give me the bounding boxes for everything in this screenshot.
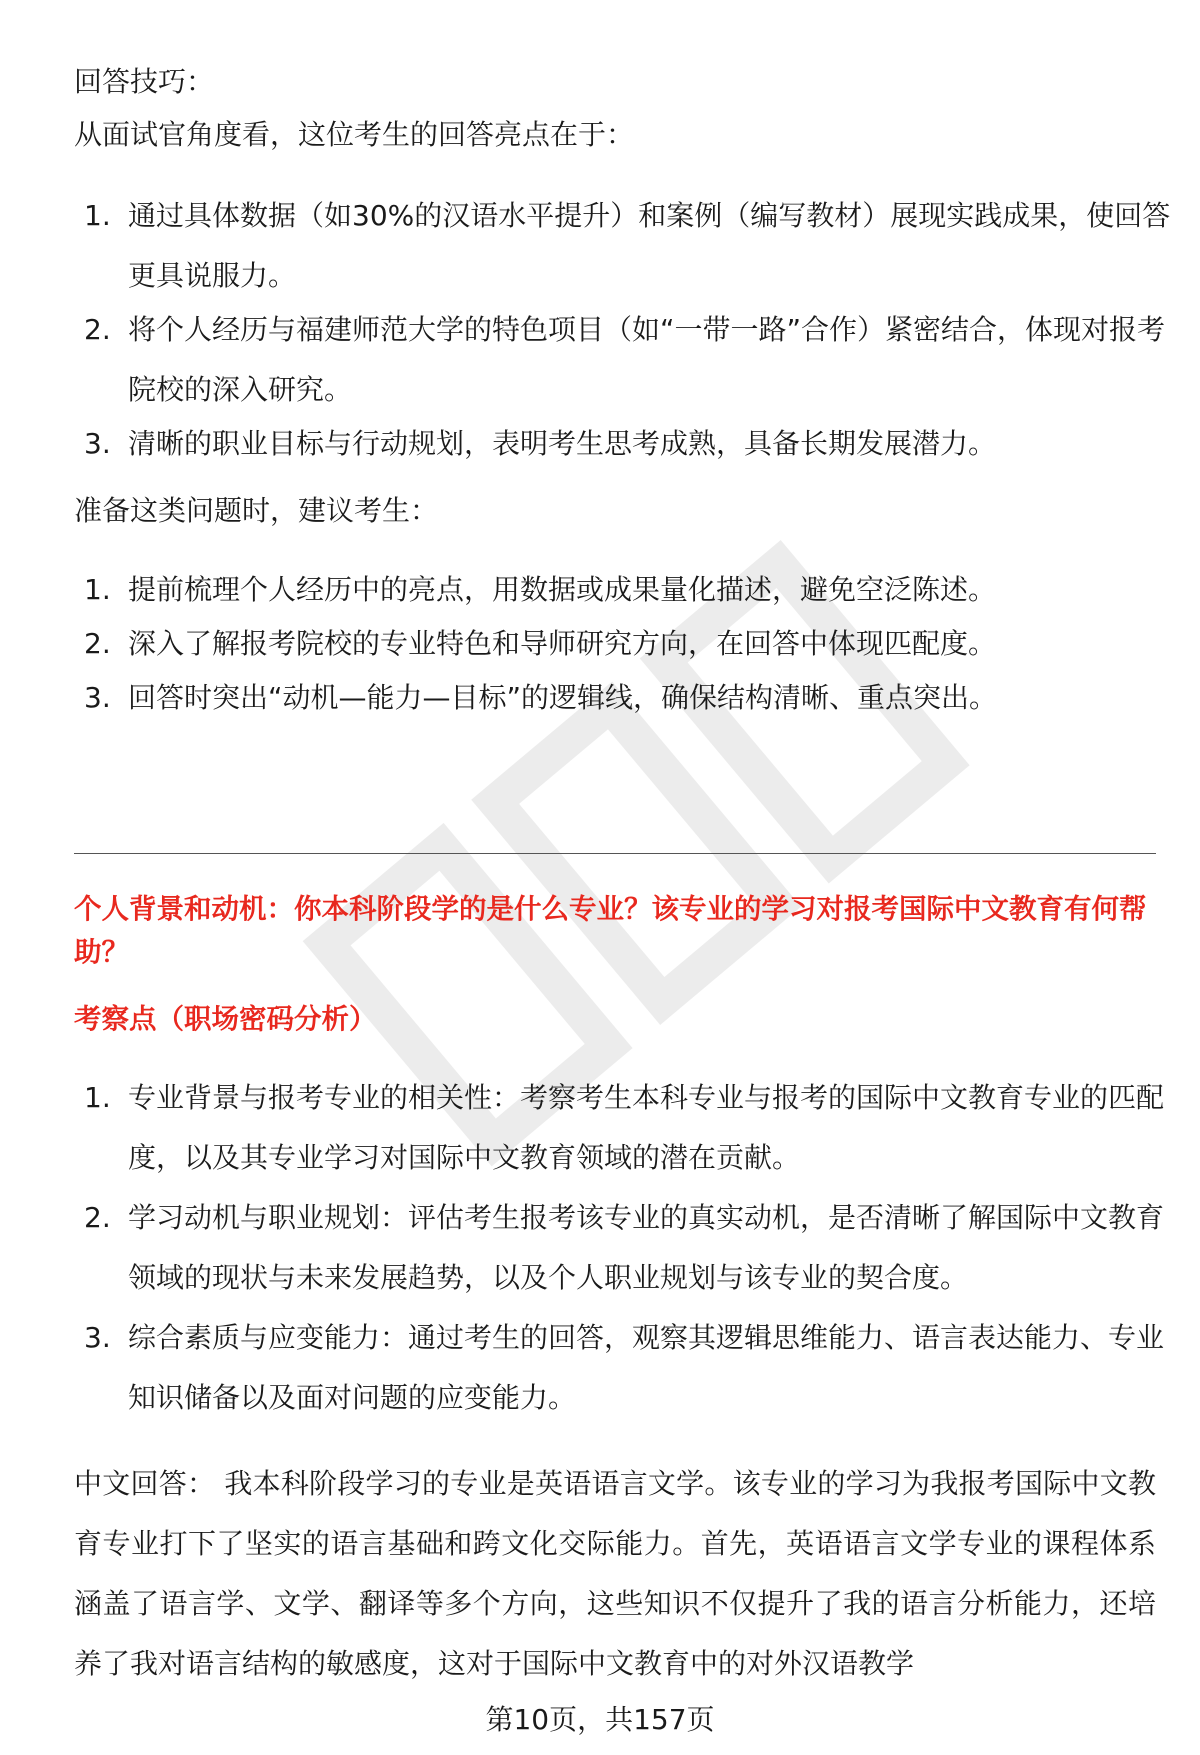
- list-item: [74, 668, 1188, 728]
- list-number: 2.: [84, 627, 111, 660]
- list-text: 提前梳理个人经历中的亮点，用数据或成果量化描述，避免空泛陈述。: [128, 573, 997, 606]
- list-item: [74, 414, 1188, 474]
- list-item: [74, 1308, 1188, 1428]
- advice-intro: 准备这类问题时，建议考生：: [74, 494, 439, 527]
- list-number: 3.: [84, 1321, 111, 1354]
- answer-paragraph: 中文回答： 我本科阶段学习的专业是英语语言文学。该专业的学习为我报考国际中文教育专业打下了坚实的语言基础和跨文化交际能力。首先，英语语言文学专业的课程体系涵盖了语言学、文学、翻译等多个方向，这些知识不仅提升了我的语言分析能力，还培养了我对语言结构的敏感度，这对于国际中文教育中的对外汉语教学: [74, 1467, 1156, 1680]
- list-item: [74, 560, 1188, 620]
- points-list: [74, 1068, 1165, 1428]
- list-text: 清晰的职业目标与行动规划，表明考生思考成熟，具备长期发展潜力。: [128, 427, 997, 460]
- list-text: 通过具体数据（如30%的汉语水平提升）和案例（编写教材）展现实践成果，使回答更具说服力。: [128, 199, 1171, 292]
- points-title: 考察点（职场密码分析）: [74, 1003, 377, 1035]
- tips-label: 回答技巧：: [74, 65, 215, 98]
- list-number: 1.: [84, 199, 111, 232]
- highlights-list: [74, 186, 1171, 474]
- list-text: 专业背景与报考专业的相关性：考察考生本科专业与报考的国际中文教育专业的匹配度，以及其专业学习对国际中文教育领域的潜在贡献。: [128, 1081, 1165, 1174]
- list-item: [74, 1068, 1188, 1188]
- list-text: 将个人经历与福建师范大学的特色项目（如“一带一路”合作）紧密结合，体现对报考院校的深入研究。: [128, 313, 1166, 406]
- list-item: [74, 300, 1188, 420]
- list-number: 1.: [84, 573, 111, 606]
- list-item: [74, 186, 1188, 306]
- highlights-intro: 从面试官角度看，这位考生的回答亮点在于：: [74, 118, 635, 151]
- list-text: 深入了解报考院校的专业特色和导师研究方向，在回答中体现匹配度。: [128, 627, 997, 660]
- list-text: 综合素质与应变能力：通过考生的回答，观察其逻辑思维能力、语言表达能力、专业知识储备以及面对问题的应变能力。: [128, 1321, 1165, 1414]
- advice-list: [74, 560, 1154, 728]
- list-number: 2.: [84, 313, 111, 346]
- list-number: 1.: [84, 1081, 111, 1114]
- section-divider: [74, 853, 1156, 854]
- list-number: 3.: [84, 681, 111, 714]
- list-item: [74, 614, 1188, 674]
- list-text: 学习动机与职业规划：评估考生报考该专业的真实动机，是否清晰了解国际中文教育领域的现状与未来发展趋势，以及个人职业规划与该专业的契合度。: [128, 1201, 1165, 1294]
- list-text: 回答时突出“动机—能力—目标”的逻辑线，确保结构清晰、重点突出。: [128, 681, 998, 714]
- page-footer: 第10页，共157页: [485, 1703, 715, 1736]
- list-item: [74, 1188, 1188, 1308]
- list-number: 2.: [84, 1201, 111, 1234]
- list-number: 3.: [84, 427, 111, 460]
- question-heading: 个人背景和动机：你本科阶段学的是什么专业？该专业的学习对报考国际中文教育有何帮助？: [74, 893, 1147, 968]
